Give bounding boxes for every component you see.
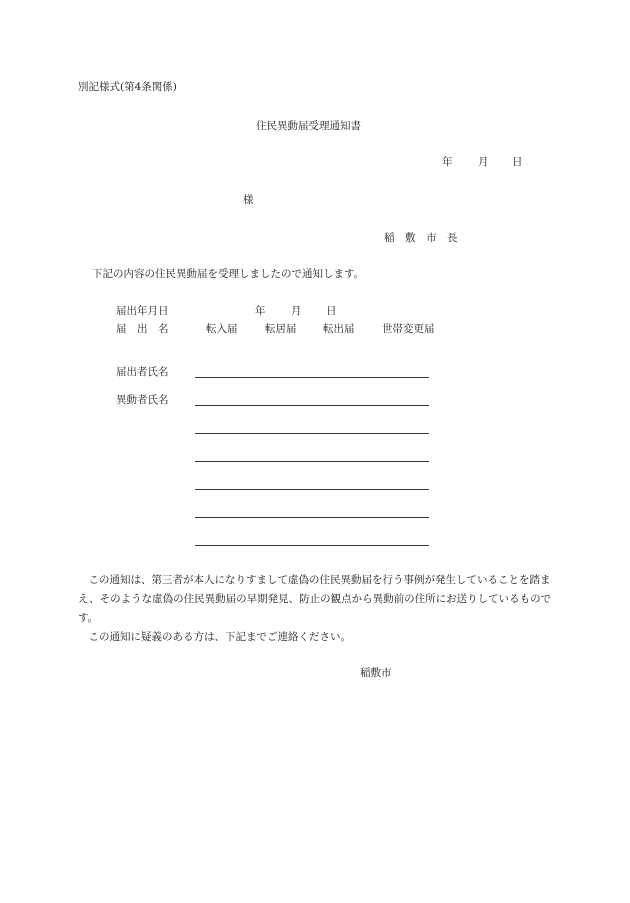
applicant-name-label: 届出者氏名 (116, 366, 169, 378)
mover-name-line (195, 433, 429, 434)
mover-name-line (195, 517, 429, 518)
form-label: 別記様式(第4条関係) (78, 81, 177, 93)
filing-date-label: 届出年月日 (116, 305, 169, 317)
issue-date-year: 年 (442, 156, 453, 168)
mover-name-line (195, 545, 429, 546)
intro-text: 下記の内容の住民異動届を受理しましたので通知します。 (92, 268, 365, 280)
issue-date-month: 月 (478, 156, 489, 168)
applicant-name-line (195, 377, 429, 378)
notification-type-option: 転出届 (323, 323, 355, 335)
filing-date-day: 日 (326, 305, 337, 317)
filing-date-month: 月 (291, 305, 302, 317)
notice-paragraph-2: この通知に疑義のある方は、下記までご連絡ください。 (78, 631, 351, 643)
mover-name-line (195, 405, 429, 406)
notification-type-label: 届 出 名 (116, 323, 169, 335)
notification-type-option: 世帯変更届 (382, 323, 435, 335)
document-title: 住民異動届受理通知書 (256, 120, 361, 132)
mover-name-label: 異動者氏名 (116, 394, 169, 406)
issue-date-day: 日 (512, 156, 523, 168)
addressee-suffix: 様 (243, 194, 254, 206)
mover-name-line (195, 461, 429, 462)
notification-type-option: 転居届 (265, 323, 297, 335)
mover-name-line (195, 489, 429, 490)
filing-date-year: 年 (255, 305, 266, 317)
notification-type-option: 転入届 (206, 323, 238, 335)
notice-paragraph-1: この通知は、第三者が本人になりすまして虚偽の住民異動届を行う事例が発生していることを踏まえ、そのような虚偽の住民異動届の早期発見、防止の観点から異動前の住所にお送りしているものです。 (78, 574, 552, 624)
sender-name: 稲 敷 市 長 (384, 232, 458, 244)
notice-paragraphs (78, 571, 558, 647)
footer-org: 稲敷市 (360, 667, 392, 679)
